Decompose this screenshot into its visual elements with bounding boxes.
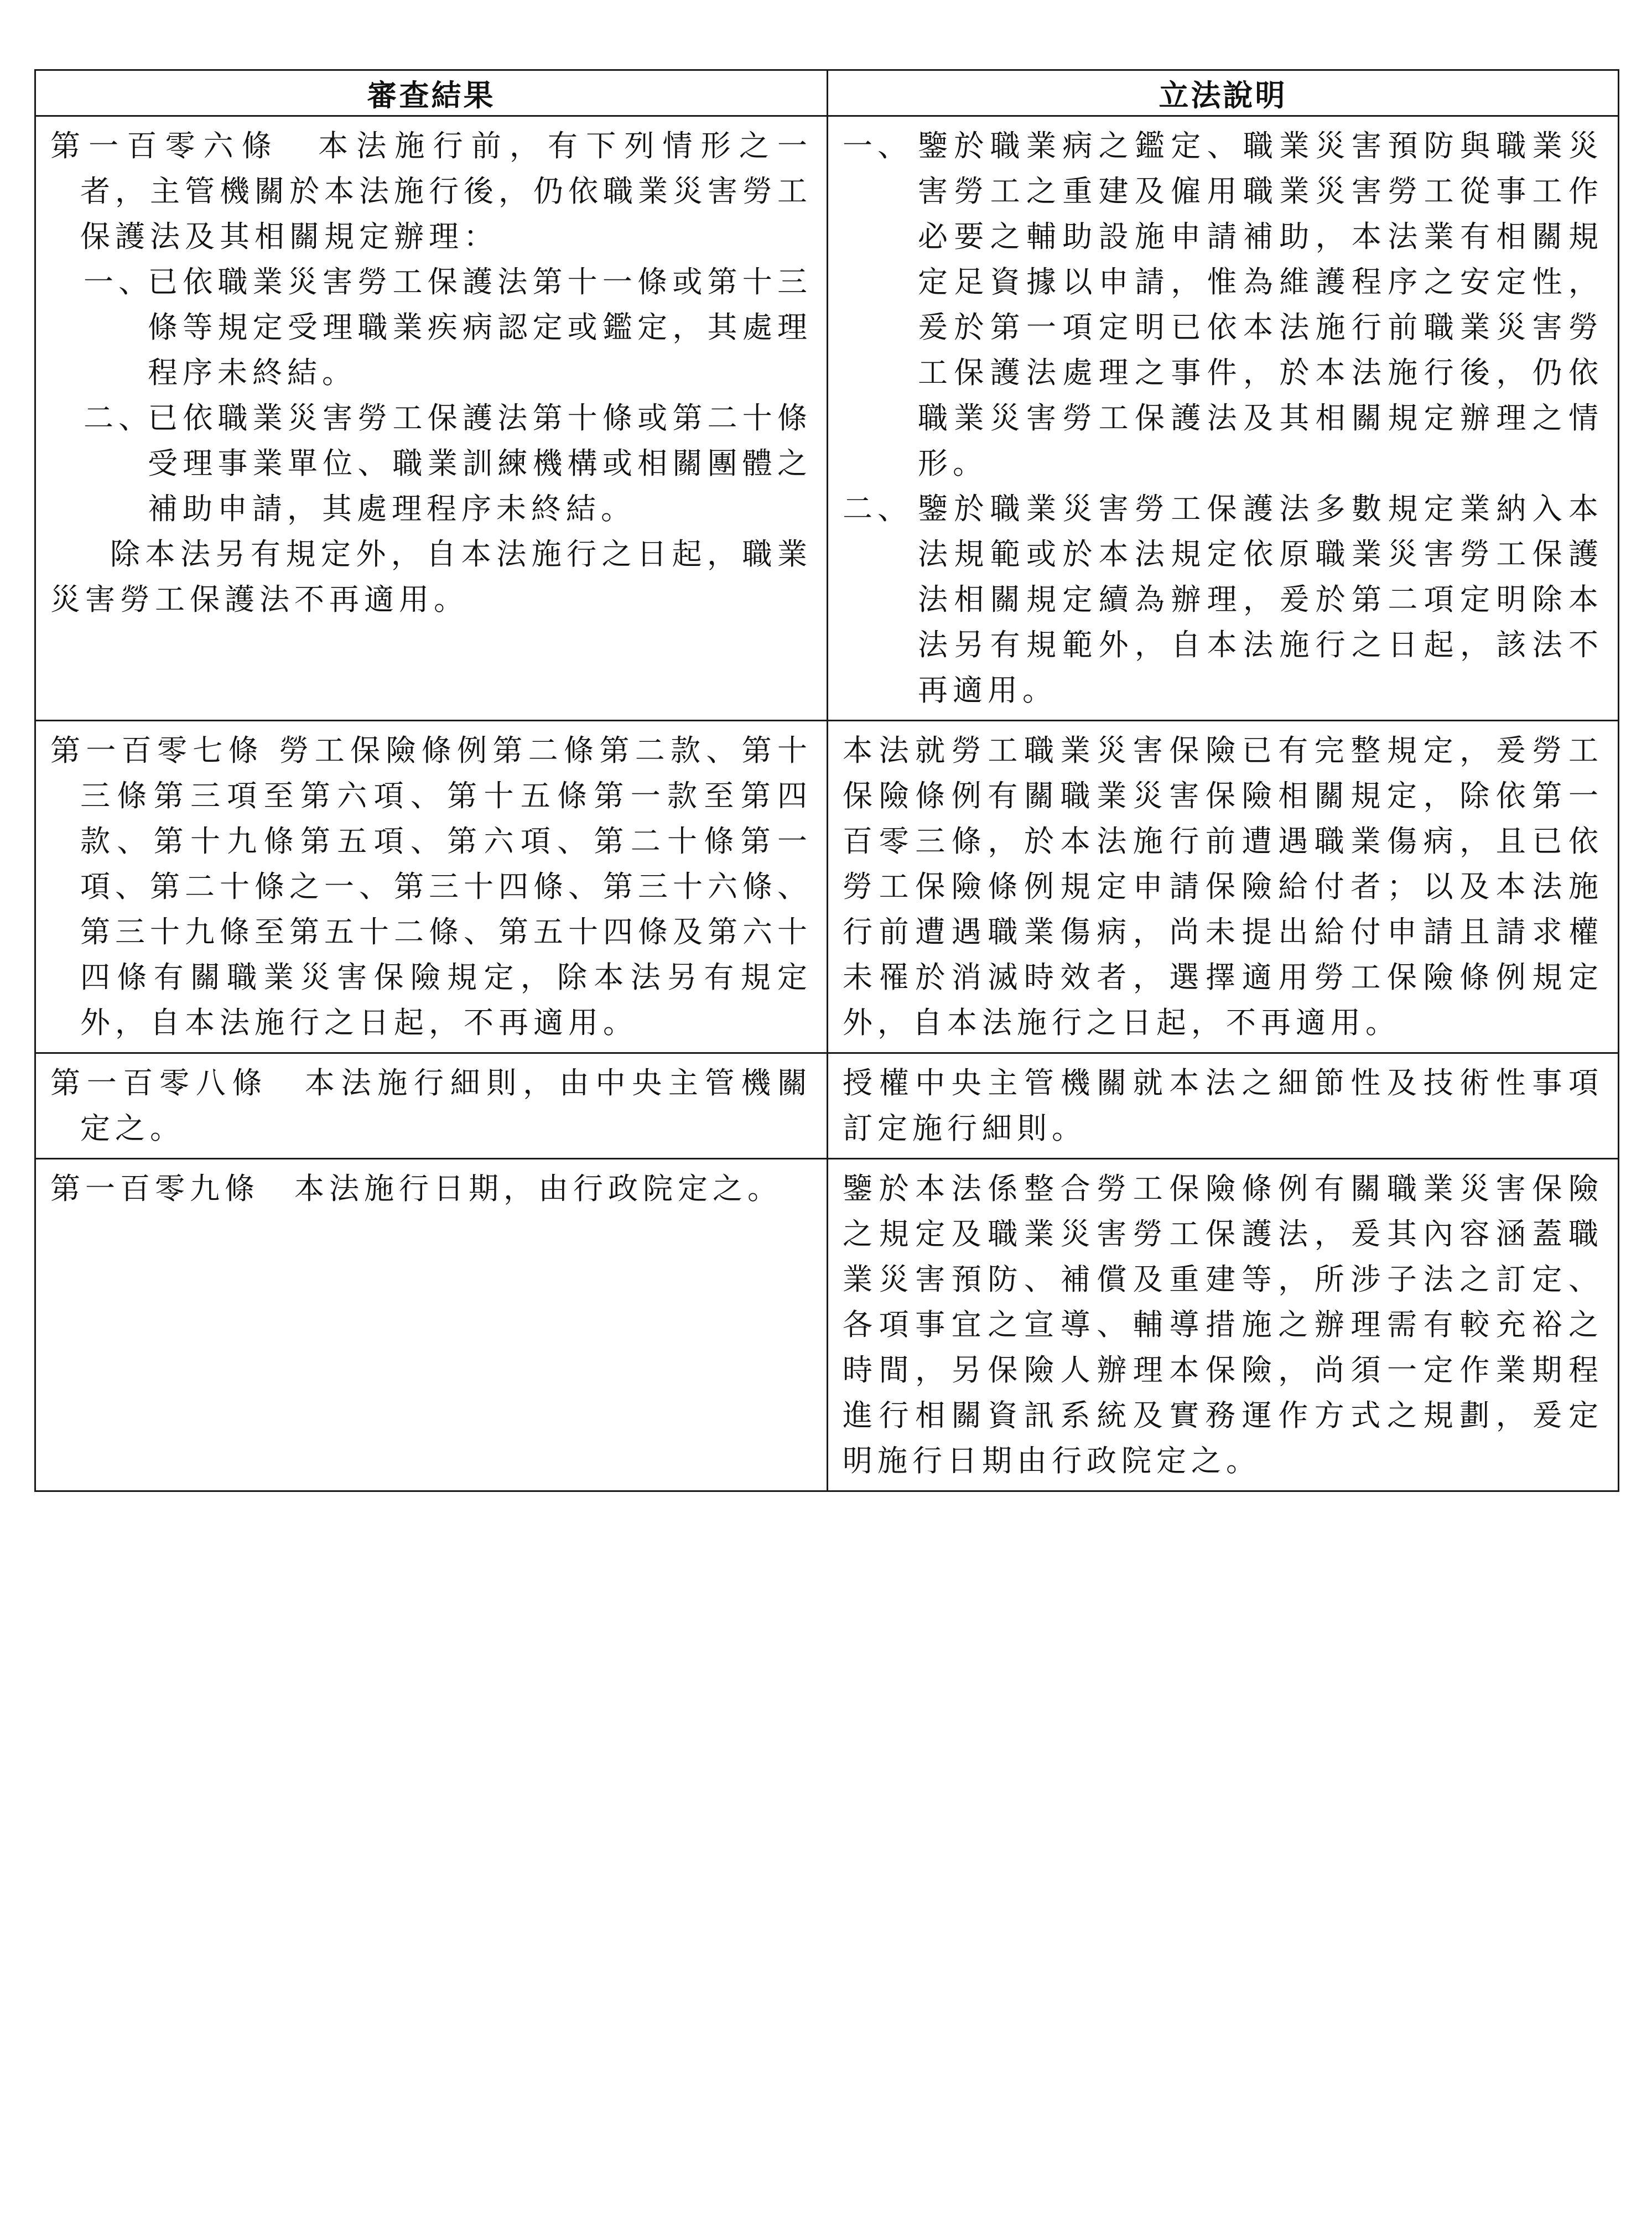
article-107-explanation (828, 721, 1619, 1053)
table-row-article-106 (35, 116, 1619, 721)
article-106-text (35, 116, 828, 721)
explanation-109-body: 鑒於本法係整合勞工保險條例有關職業災害保險之規定及職業災害勞工保護法，爰其內容涵蓋職業災害預防、補償及重建等，所涉子法之訂定、各項事宜之宣導、輔導措施之辦理需有較充裕之時間，另保險人辦理本保險，尚須一定作業期程進行相關資訊系統及實務運作方式之規劃，爰定明施行日期由行政院定之。 (843, 1171, 1603, 1478)
explanation-106-item-2 (843, 486, 1603, 713)
item-number: 一、 (84, 264, 153, 299)
header-review-result: 審查結果 (35, 70, 828, 116)
comparison-table (34, 69, 1619, 1492)
article-107-text (35, 721, 847, 1053)
article-106-closing: 除本法另有規定外，自本法施行之日起，職業災害勞工保護法不再適用。 (50, 537, 812, 617)
explanation-106-item-1 (843, 123, 1603, 486)
item-number: 二、 (84, 401, 153, 435)
table-row-article-109 (35, 1159, 1619, 1491)
item-number: 一、 (843, 128, 912, 163)
article-106-item-1 (50, 259, 812, 396)
article-109-explanation (828, 1159, 1619, 1491)
item-text: 鑒於職業病之鑑定、職業災害預防與職業災害勞工之重建及僱用職業災害勞工從事工作必要之輔助設施申請補助，本法業有相關規定足資據以申請，惟為維護程序之安定性，爰於第一項定明已依本法施行前職業災害勞工保護法處理之事件，於本法施行後，仍依職業災害勞工保護法及其相關規定辦理之情形。 (918, 128, 1603, 481)
explanation-108-body: 授權中央主管機關就本法之細節性及技術性事項訂定施行細則。 (843, 1065, 1603, 1146)
header-legislative-explanation: 立法說明 (828, 70, 1619, 116)
table-header-row (35, 70, 1619, 116)
article-107-body: 第一百零七條 勞工保險條例第二條第二款、第十 三條第三項至第六項、第十五條第一款至第四款、第十九條第五項、第六項、第二十條第一項、第二十條之一、第三十四條、第三十六條、第三十九條至第五十二條、第五十四條及第六十四條有關職業災害保險規定，除本法另有規定外，自本法施行之日起，不再適用。 (50, 733, 847, 1040)
article-106-explanation (828, 116, 1619, 721)
item-text: 已依職業災害勞工保護法第十條或第二十條受理事業單位、職業訓練機構或相關團體之補助申請，其處理程序未終結。 (148, 401, 812, 526)
article-106-item-2 (50, 396, 812, 532)
article-109-text (35, 1159, 828, 1491)
item-text: 已依職業災害勞工保護法第十一條或第十三條等規定受理職業疾病認定或鑑定，其處理程序未終結。 (148, 264, 812, 390)
explanation-107-body: 本法就勞工職業災害保險已有完整規定，爰勞工保險條例有關職業災害保險相關規定，除依第一百零三條，於本法施行前遭遇職業傷病，且已依勞工保險條例規定申請保險給付者；以及本法施行前遭遇職業傷病，尚未提出給付申請且請求權未罹於消滅時效者，選擇適用勞工保險條例規定外，自本法施行之日起，不再適用。 (843, 733, 1603, 1040)
article-106-intro: 第一百零六條 本法施行前，有下列情形之一者，主管機關於本法施行後，仍依職業災害勞工保護法及其相關規定辦理： (50, 128, 812, 254)
article-109-body: 第一百零九條 本法施行日期，由行政院定之。 (50, 1171, 782, 1206)
article-108-body: 第一百零八條 本法施行細則，由中央主管機關定之。 (50, 1065, 812, 1146)
table-row-article-108 (35, 1053, 1619, 1159)
article-108-explanation (828, 1053, 1619, 1159)
item-number: 二、 (843, 491, 912, 526)
table-row-article-107 (35, 721, 1619, 1053)
item-text: 鑒於職業災害勞工保護法多數規定業納入本法規範或於本法規定依原職業災害勞工保護法相關規定續為辦理，爰於第二項定明除本法另有規範外，自本法施行之日起，該法不再適用。 (918, 491, 1603, 708)
article-108-text (35, 1053, 828, 1159)
